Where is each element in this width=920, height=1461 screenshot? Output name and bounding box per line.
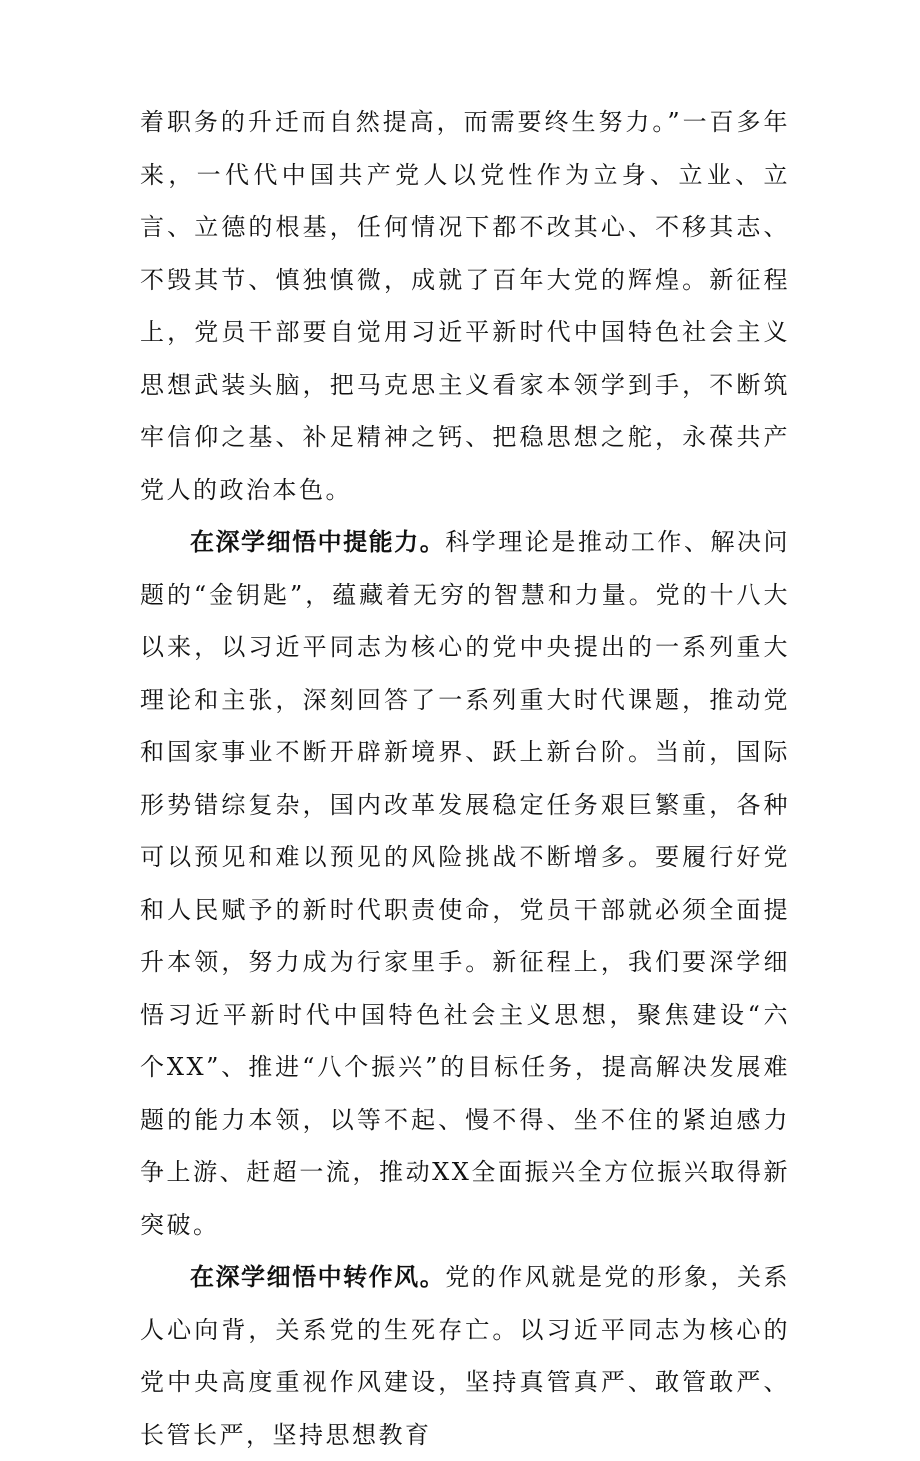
paragraph-continuation — [140, 96, 790, 516]
paragraph-text: 科学理论是推动工作、解决问题的“金钥匙”，蕴藏着无穷的智慧和力量。党的十八大以来，以习近平同志为核心的党中央提出的一系列重大理论和主张，深刻回答了一系列重大时代课题，推动党和国家事业不断开辟新境界、跃上新台阶。当前，国际形势错综复杂，国内改革发展稳定任务艰巨繁重，各种可以预见和难以预见的风险挑战不断增多。要履行好党和人民赋予的新时代职责使命，党员干部就必须全面提升本领，努力成为行家里手。新征程上，我们要深学细悟习近平新时代中国特色社会主义思想，聚焦建设“六个XX”、推进“八个振兴”的目标任务，提高解决发展难题的能力本领，以等不起、慢不得、坐不住的紧迫感力争上游、赶超一流，推动XX全面振兴全方位振兴取得新突破。 — [140, 528, 791, 1239]
document-body — [140, 96, 790, 1461]
paragraph-lead-heading: 在深学细悟中提能力。 — [190, 528, 446, 556]
paragraph-improve-ability — [140, 516, 790, 1251]
paragraph-change-style — [140, 1251, 790, 1461]
paragraph-text: 着职务的升迁而自然提高，而需要终生努力。”一百多年来，一代代中国共产党人以党性作为立身、立业、立言、立德的根基，任何情况下都不改其心、不移其志、不毁其节、慎独慎微，成就了百年大党的辉煌。新征程上，党员干部要自觉用习近平新时代中国特色社会主义思想武装头脑，把马克思主义看家本领学到手，不断筑牢信仰之基、补足精神之钙、把稳思想之舵，永葆共产党人的政治本色。 — [140, 108, 790, 504]
paragraph-lead-heading: 在深学细悟中转作风。 — [190, 1263, 446, 1291]
paragraph-text: 党的作风就是党的形象，关系人心向背，关系党的生死存亡。以习近平同志为核心的党中央高度重视作风建设，坚持真管真严、敢管敢严、长管长严，坚持思想教育 — [140, 1263, 791, 1449]
